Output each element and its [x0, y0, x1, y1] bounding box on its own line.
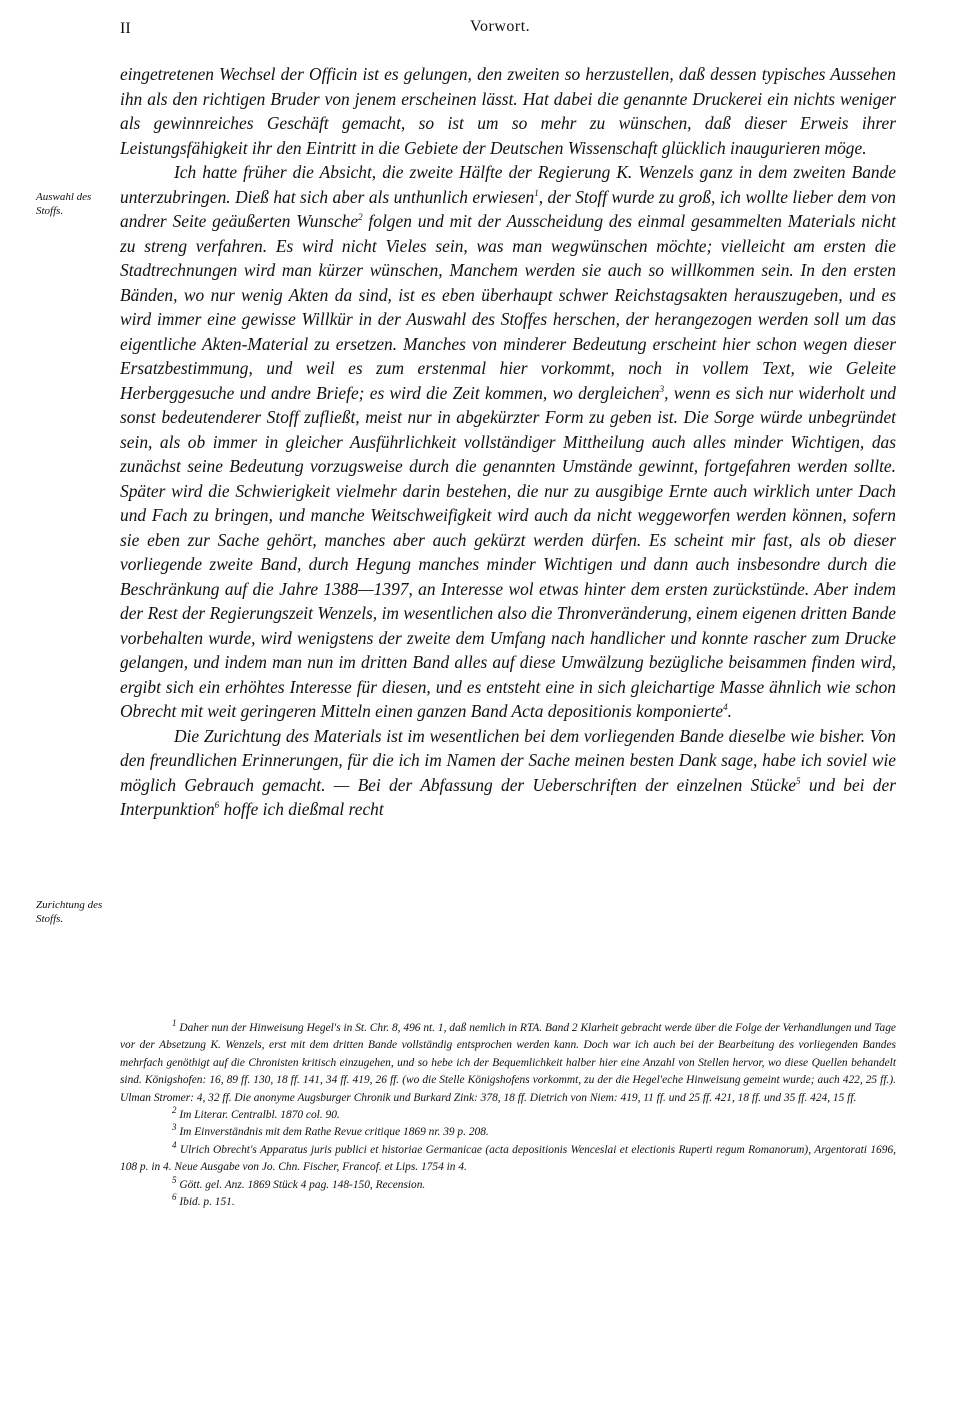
p3-text-c: hoffe ich dießmal recht — [219, 799, 384, 819]
footnote-ref-1: 1 — [534, 187, 539, 198]
footnote-text: Im Einverständnis mit dem Rathe Revue critique 1869 nr. 39 p. 208. — [179, 1126, 489, 1139]
footnote-5 — [120, 1174, 896, 1194]
footnote-text: Gött. gel. Anz. 1869 Stück 4 pag. 148-150, Recension. — [179, 1178, 426, 1191]
p2-text-d: , wenn es sich nur widerholt und sonst bedeutenderer Stoff zufließt, meist nur in abgekürzter Form zu geben ist. Die Sorge würde unbegründet sein, als ob immer in gleicher Ausführlichkeit vollständiger Mittheilung auch alles minder Wichtigen, das zunächst seine Bedeutung vorzugsweise durch die genannten Umstände gewinnt, fortgefahren werden sollte. Später wird die Schwierigkeit vielmehr darin bestehen, die nur zu ausgibige Ernte auch wirklich unter Dach und Fach zu bringen, und manche Weitschweifigkeit wird auch da nicht weggeworfen werden können, sofern sie eben zur Sache gehört, manches aber auch gekürzt werden dürfen. Es scheint mir fast, als ob dieser vorliegende zweite Band, durch Hegung manches minder Wichtigen und dann auch insbesondre durch die Beschränkung auf die Jahre 1388—1397, an Interesse wol etwas hinter dem ersten zurückstünde. Aber indem der Rest der Regierungszeit Wenzels, im wesentlichen also die Thronveränderung, einem eigenen dritten Bande vorbehalten wurde, wird wenigstens der zweite dem Umfang nach handlicher und konnte rascher zum Drucke gelangen, und indem man nun im dritten Band alles auf diese Umwälzung bezügliche beisammen finden wird, ergibt sich ein erhöhtes Interesse für diesen, und es entsteht eine in sich gleichartige Masse ähnlich wie schon Obrecht mit weit geringeren Mitteln einen ganzen Band Acta depositionis komponierte — [120, 382, 896, 721]
footnote-ref-5: 5 — [796, 775, 801, 786]
p2-text-e: . — [727, 701, 732, 721]
page-number: II — [120, 20, 131, 37]
footnote-text: Ulrich Obrecht's Apparatus juris publici et historiae Germanicae (acta depositionis Wenceslai et electionis Ruperti regum Romanorum), Argentorati 1696, 108 p. in 4. Neue Ausgabe von Jo. Chn. Fischer, Francof. et Lips. 1754 in 4. — [120, 1143, 896, 1174]
footnote-3 — [120, 1124, 896, 1141]
footnote-mark: 6 — [172, 1192, 177, 1203]
footnote-6 — [120, 1194, 896, 1211]
footnote-ref-6: 6 — [214, 800, 220, 811]
paragraph-3 — [120, 724, 896, 822]
paragraph-1: eingetretenen Wechsel der Officin ist es gelungen, den zweiten so herzustellen, daß dessen typisches Aussehen ihn als den richtigen Bruder von jenem erscheinen lässt. Hat dabei die genannte Druckerei ein nichts weniger als gewinnreiches Geschäft gemacht, so ist um so mehr zu wünschen, daß dieser Erweis ihrer Leistungsfähigkeit ihr den Eintritt in die Gebiete der Deutschen Wissenschaft glücklich inaugurieren möge. — [120, 64, 896, 158]
p2-text-c: folgen und mit der Ausscheidung des einmal gesammelten Materials nicht zu streng verfahren. Es wird nicht Vieles sein, was man wegwünschen möchte; vielleicht am ersten die Stadtrechnungen wird man kürzer wünschen, Manchem werden sie auch so willkommen sein. In den ersten Bänden, wo nur wenig Akten da sind, ist es eben überhaupt schwer Reichstagsakten herauszugeben, und es wird immer eine gewisse Willkür in der Auswahl des Stoffes herschen, der herangezogen werden soll um das eigentliche Akten-Material zu ersetzen. Manches von minderer Bedeutung erscheint hier schon wegen dieser Ersatzbestimmung, und weil es zum erstenmal hier vorkommt, noch in vollem Text, wie Geleite Herberggesuche und andre Briefe; es wird die Zeit kommen, wo dergleichen — [120, 211, 896, 403]
footnote-mark: 3 — [172, 1122, 177, 1133]
running-title: Vorwort. — [470, 18, 531, 35]
footnote-mark: 2 — [172, 1105, 177, 1116]
footnote-text: Daher nun der Hinweisung Hegel's in St. Chr. 8, 496 nt. 1, daß nemlich in RTA. Band 2 Klarheit gebracht werde über die Folge der Verhandlungen und Tage vor der Absetzung K. Wenzels, erst mit dem dritten Bande vollständig entsprochen werden kann. Doch war ich auch bei der Bearbeitung des vorliegenden Bandes mehrfach genöthigt auf die Chronisten kritisch einzugehen, und so hebe ich der Bequemlichkeit halber hier eine Anzahl von Stellen hervor, wo diese Quellen behandelt sind. Königshofen: 16, 89 ff. 130, 18 ff. 141, 34 ff. 419, 26 ff. (wo die Stelle Königshofens vorkommt, zu der die Hegel'eche Hinweisung gemeint wurde; auch 422, 25 ff.). Ulman Stromer: 4, 32 ff. Die anonyme Augsburger Chronik und Burkard Zink: 378, 18 ff. Dietrich von Niem: 419, 11 ff. und 25 ff. 421, 18 ff. und 35 ff. 424, 15 ff. — [120, 1022, 896, 1104]
p3-text-b: und bei der Interpunktion — [120, 774, 896, 819]
p3-text-a: Die Zurichtung des Materials ist im wesentlichen bei dem vorliegenden Bande dieselbe wie bisher. Von den freundlichen Erinnerungen, für die ich im Namen der Sache meinen besten Dank sage, habe ich soviel wie möglich Gebrauch gemacht. — Bei der Abfassung der Ueberschriften der einzelnen Stücke — [120, 725, 896, 795]
p2-text-a: Ich hatte früher die Absicht, die zweite Hälfte der Regierung K. Wenzels ganz in dem zweiten Bande unterzubringen. Dieß hat sich aber als unthunlich erwiesen — [120, 162, 896, 207]
footnote-mark: 5 — [172, 1174, 177, 1185]
footnote-text: Im Literar. Centralbl. 1870 col. 90. — [179, 1109, 340, 1122]
footnote-ref-3: 3 — [659, 383, 665, 394]
footnote-ref-4: 4 — [723, 702, 728, 713]
footnote-text: Ibid. p. 151. — [179, 1196, 235, 1209]
margin-note-zurichtung: Zurichtung des Stoffs. — [36, 899, 103, 925]
p2-text-b: , der Stoff wurde zu groß, ich wollte lieber dem von andrer Seite geäußerten Wunsche — [120, 186, 896, 231]
footnote-mark: 1 — [172, 1018, 177, 1029]
footnotes — [120, 1020, 896, 1211]
footnote-2 — [120, 1107, 896, 1124]
footnote-1 — [120, 1020, 896, 1107]
footnote-mark: 4 — [172, 1140, 177, 1151]
footnote-ref-2: 2 — [358, 212, 363, 223]
main-text — [120, 62, 896, 822]
footnote-4 — [120, 1142, 896, 1177]
paragraph-2 — [120, 160, 896, 724]
margin-note-auswahl: Auswahl des Stoffs. — [36, 191, 92, 217]
